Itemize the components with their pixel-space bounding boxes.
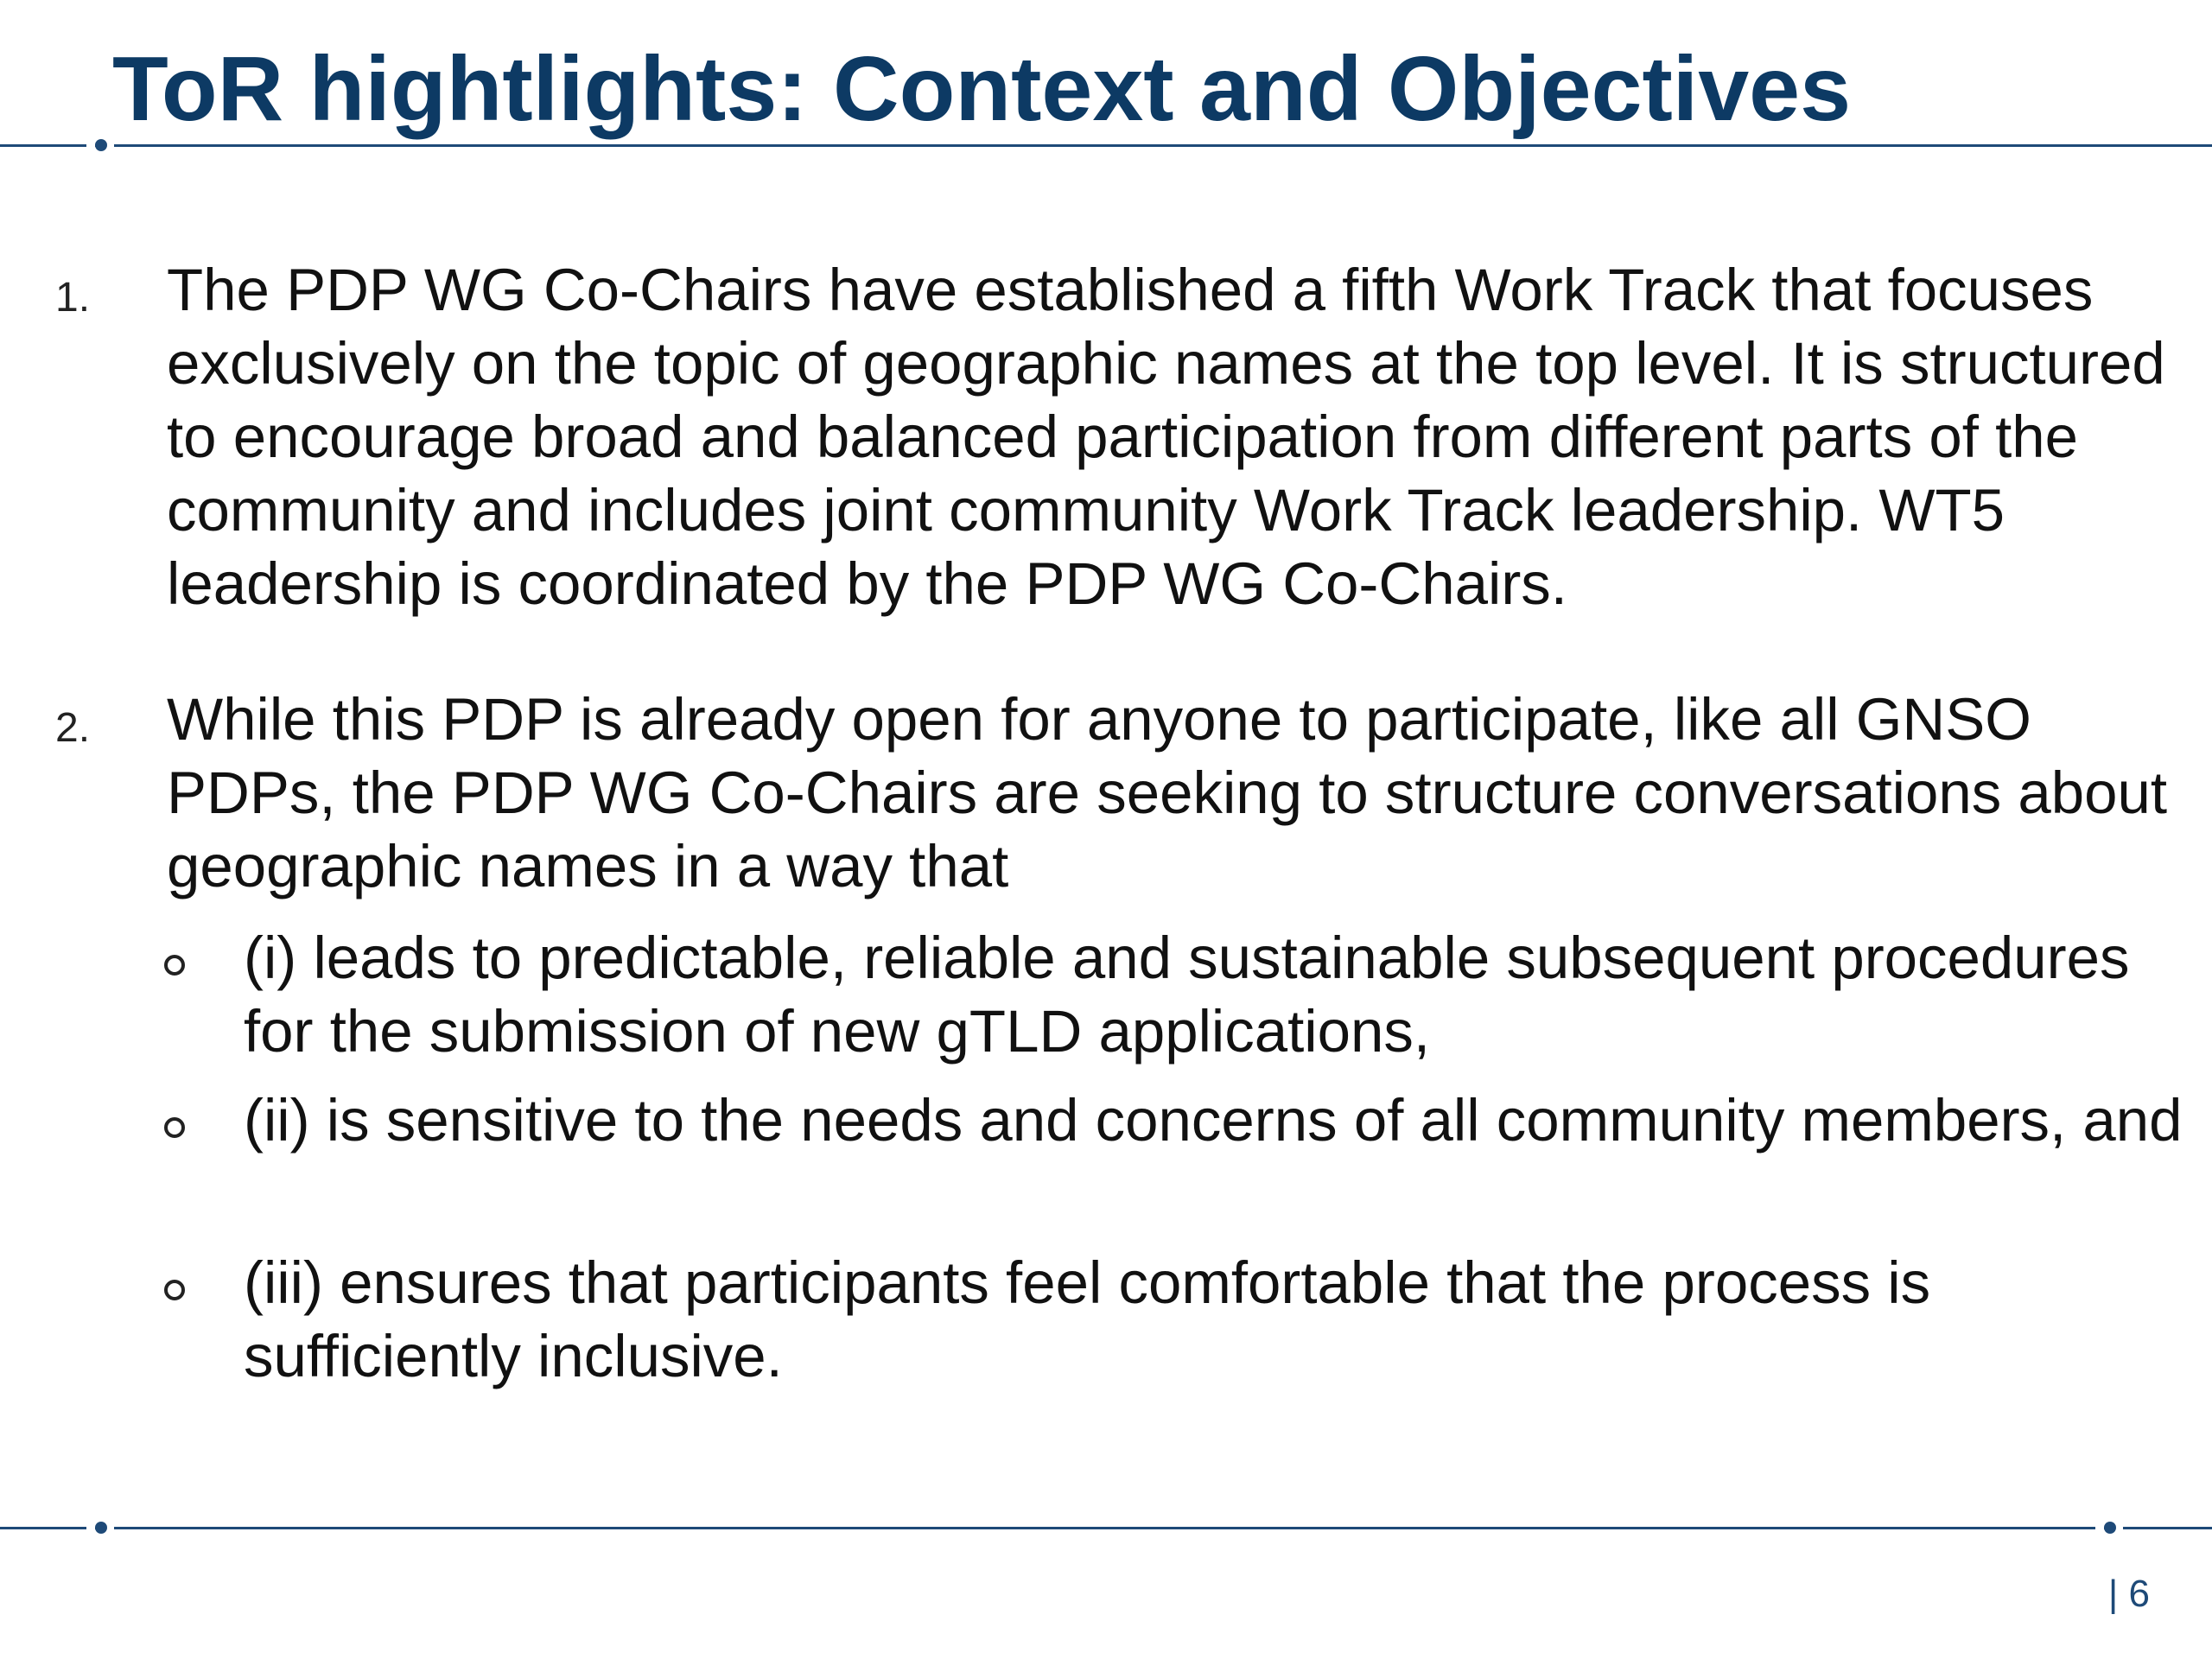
sub-item-2-text: (ii) is sensitive to the needs and concerns of all community members, and xyxy=(244,1087,2183,1154)
sub-item-1-text: (i) leads to predictable, reliable and sustainable subsequent procedures for the submission of new gTLD applications, xyxy=(244,925,2130,1065)
list-marker-2: 2. xyxy=(55,705,91,751)
footer-rule-dot-right xyxy=(2104,1522,2116,1534)
footer-rule-dot-left xyxy=(95,1522,107,1534)
sub-item-3-text: (iii) ensures that participants feel comfortable that the process is sufficiently inclusive. xyxy=(244,1249,1931,1389)
list-item-2-text: While this PDP is already open for anyone to participate, like all GNSO PDPs, the PDP WG Co-Chairs are seeking to structure conversations about geographic names in a way that xyxy=(167,686,2168,899)
footer-rule xyxy=(0,1527,2212,1529)
sub-bullet-2-icon xyxy=(164,1117,185,1138)
sub-bullet-1-icon xyxy=(164,955,185,976)
slide-title: ToR hightlights: Context and Objectives xyxy=(112,38,1852,140)
list-item-1-text: The PDP WG Co-Chairs have established a fifth Work Track that focuses exclusively on the topic of geographic names at the top level. It is structured to encourage broad and balanced participation from different parts of the community and includes joint community Work Track leadership. WT5 leadership is coordinated by the PDP WG Co-Chairs. xyxy=(167,257,2165,617)
sub-bullet-3-icon xyxy=(164,1280,185,1300)
page-number: | 6 xyxy=(2107,1573,2150,1615)
footer-rule-gap-1 xyxy=(86,1525,95,1531)
list-marker-1: 1. xyxy=(55,275,91,321)
footer-rule-gap-3 xyxy=(2095,1525,2104,1531)
